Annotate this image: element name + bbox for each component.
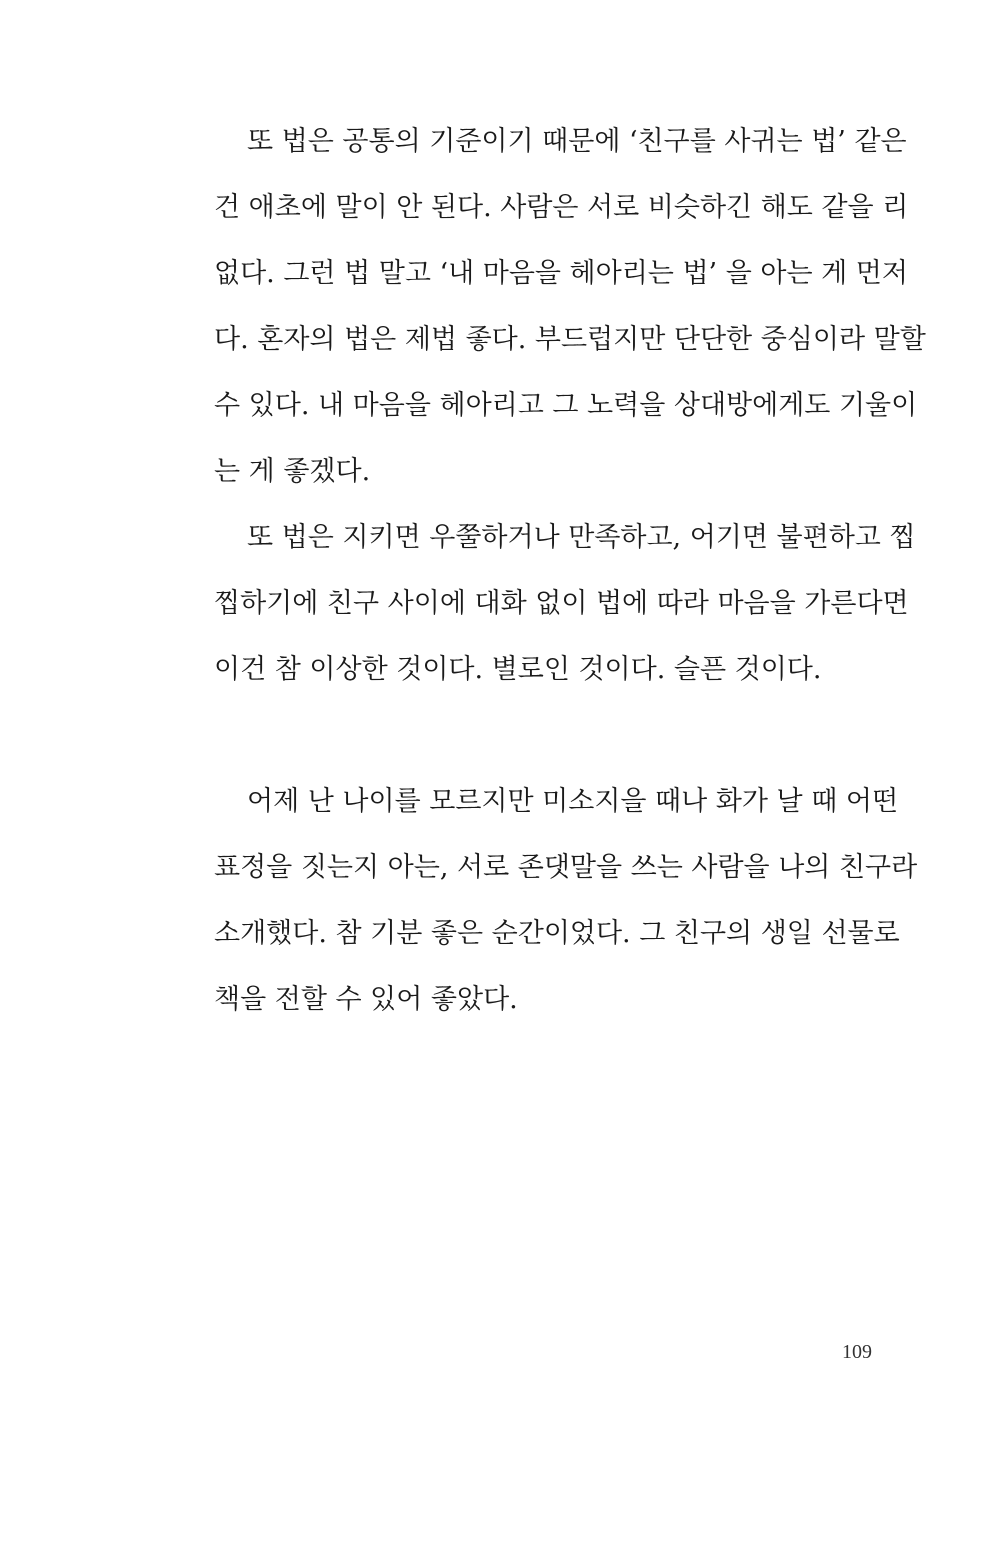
paragraph-2-line-3: 이건 참 이상한 것이다. 별로인 것이다. 슬픈 것이다. bbox=[214, 654, 822, 685]
paragraph-2-line-1: 또 법은 지키면 우쭐하거나 만족하고, 어기면 불편하고 찝 bbox=[247, 522, 916, 553]
paragraph-1-line-6: 는 게 좋겠다. bbox=[214, 456, 371, 487]
paragraph-1-line-2: 건 애초에 말이 안 된다. 사람은 서로 비슷하긴 해도 같을 리 bbox=[214, 192, 909, 223]
paragraph-3-line-3: 소개했다. 참 기분 좋은 순간이었다. 그 친구의 생일 선물로 bbox=[214, 918, 900, 949]
paragraph-3-line-1: 어제 난 나이를 모르지만 미소지을 때나 화가 날 때 어떤 bbox=[247, 786, 899, 817]
paragraph-3-line-2: 표정을 짓는지 아는, 서로 존댓말을 쓰는 사람을 나의 친구라 bbox=[214, 852, 918, 883]
paragraph-1-line-1: 또 법은 공통의 기준이기 때문에 ‘친구를 사귀는 법’ 같은 bbox=[247, 126, 907, 157]
paragraph-3-line-4: 책을 전할 수 있어 좋았다. bbox=[214, 984, 518, 1015]
paragraph-1-line-4: 다. 혼자의 법은 제법 좋다. 부드럽지만 단단한 중심이라 말할 bbox=[214, 324, 926, 355]
paragraph-1-line-5: 수 있다. 내 마음을 헤아리고 그 노력을 상대방에게도 기울이 bbox=[214, 390, 918, 421]
paragraph-2-line-2: 찝하기에 친구 사이에 대화 없이 법에 따라 마음을 가른다면 bbox=[214, 588, 909, 619]
page-number: 109 bbox=[842, 1341, 872, 1363]
paragraph-1-line-3: 없다. 그런 법 말고 ‘내 마음을 헤아리는 법’ 을 아는 게 먼저 bbox=[214, 258, 908, 289]
